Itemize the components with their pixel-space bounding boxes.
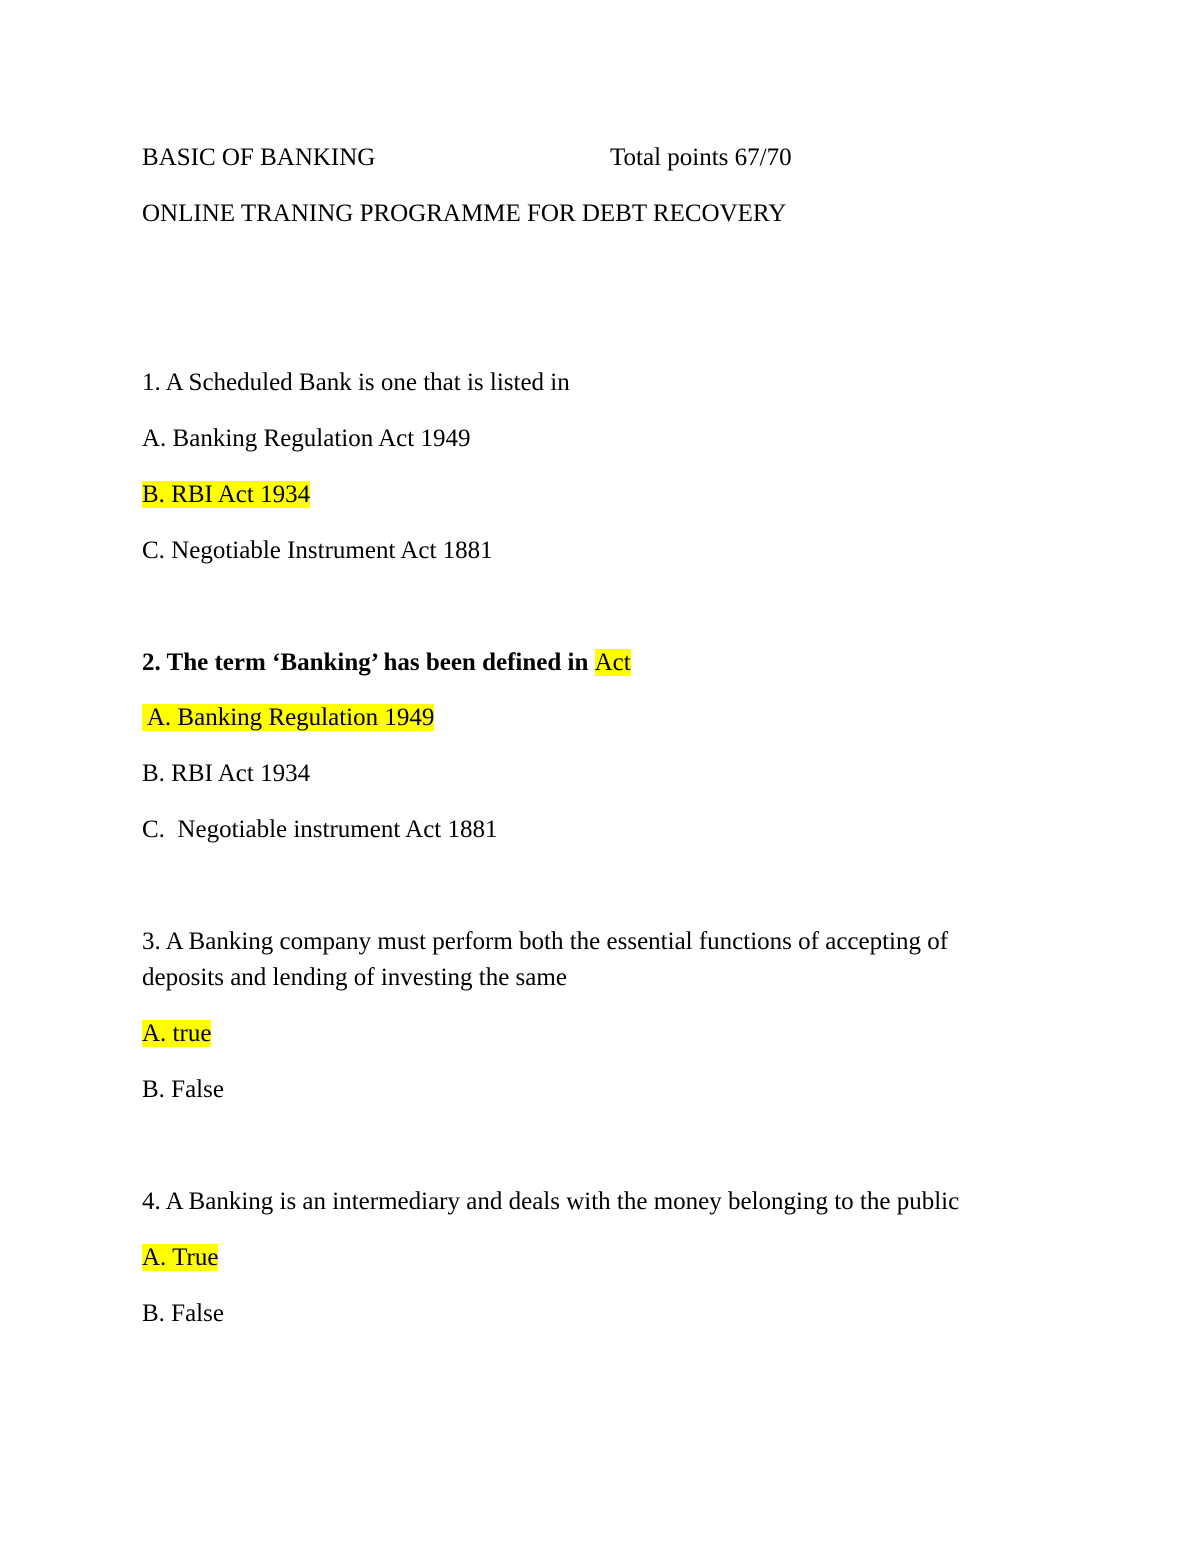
question-3-text-line-2: deposits and lending of investing the same <box>142 964 567 991</box>
highlighted-answer: A. true <box>142 1020 212 1047</box>
option-text: B. False <box>142 1076 224 1103</box>
total-points: Total points 67/70 <box>610 144 792 171</box>
document-subtitle: ONLINE TRANING PROGRAMME FOR DEBT RECOVERY <box>142 200 787 227</box>
question-2-text <box>142 645 631 681</box>
question-2-option-c <box>142 812 498 848</box>
question-2-prefix: 2. The term ‘Banking’ has been defined in <box>142 649 595 676</box>
question-4-option-a <box>142 1240 218 1276</box>
option-text: C. Negotiable instrument Act 1881 <box>142 816 498 843</box>
question-4-text: 4. A Banking is an intermediary and deals with the money belonging to the public <box>142 1188 960 1215</box>
option-text: C. Negotiable Instrument Act 1881 <box>142 537 493 564</box>
highlighted-answer: A. True <box>142 1244 219 1271</box>
option-text: A. Banking Regulation Act 1949 <box>142 425 471 452</box>
question-1-option-c <box>142 533 493 569</box>
question-1-option-a <box>142 421 470 457</box>
highlighted-answer: B. RBI Act 1934 <box>142 481 311 508</box>
question-3-option-b <box>142 1072 224 1108</box>
question-3-option-a <box>142 1016 211 1052</box>
document-title: BASIC OF BANKING <box>142 144 376 171</box>
question-1-text: 1. A Scheduled Bank is one that is listed in <box>142 369 570 396</box>
question-2-option-a <box>142 700 434 736</box>
question-2-option-b <box>142 756 310 792</box>
option-text: B. False <box>142 1300 224 1327</box>
question-2-highlight: Act <box>594 649 631 676</box>
question-3-text-line-1: 3. A Banking company must perform both the essential functions of accepting of <box>142 928 949 955</box>
option-text: B. RBI Act 1934 <box>142 760 311 787</box>
question-1-option-b <box>142 477 310 513</box>
question-4-option-b <box>142 1296 224 1332</box>
highlighted-answer: A. Banking Regulation 1949 <box>142 704 435 731</box>
